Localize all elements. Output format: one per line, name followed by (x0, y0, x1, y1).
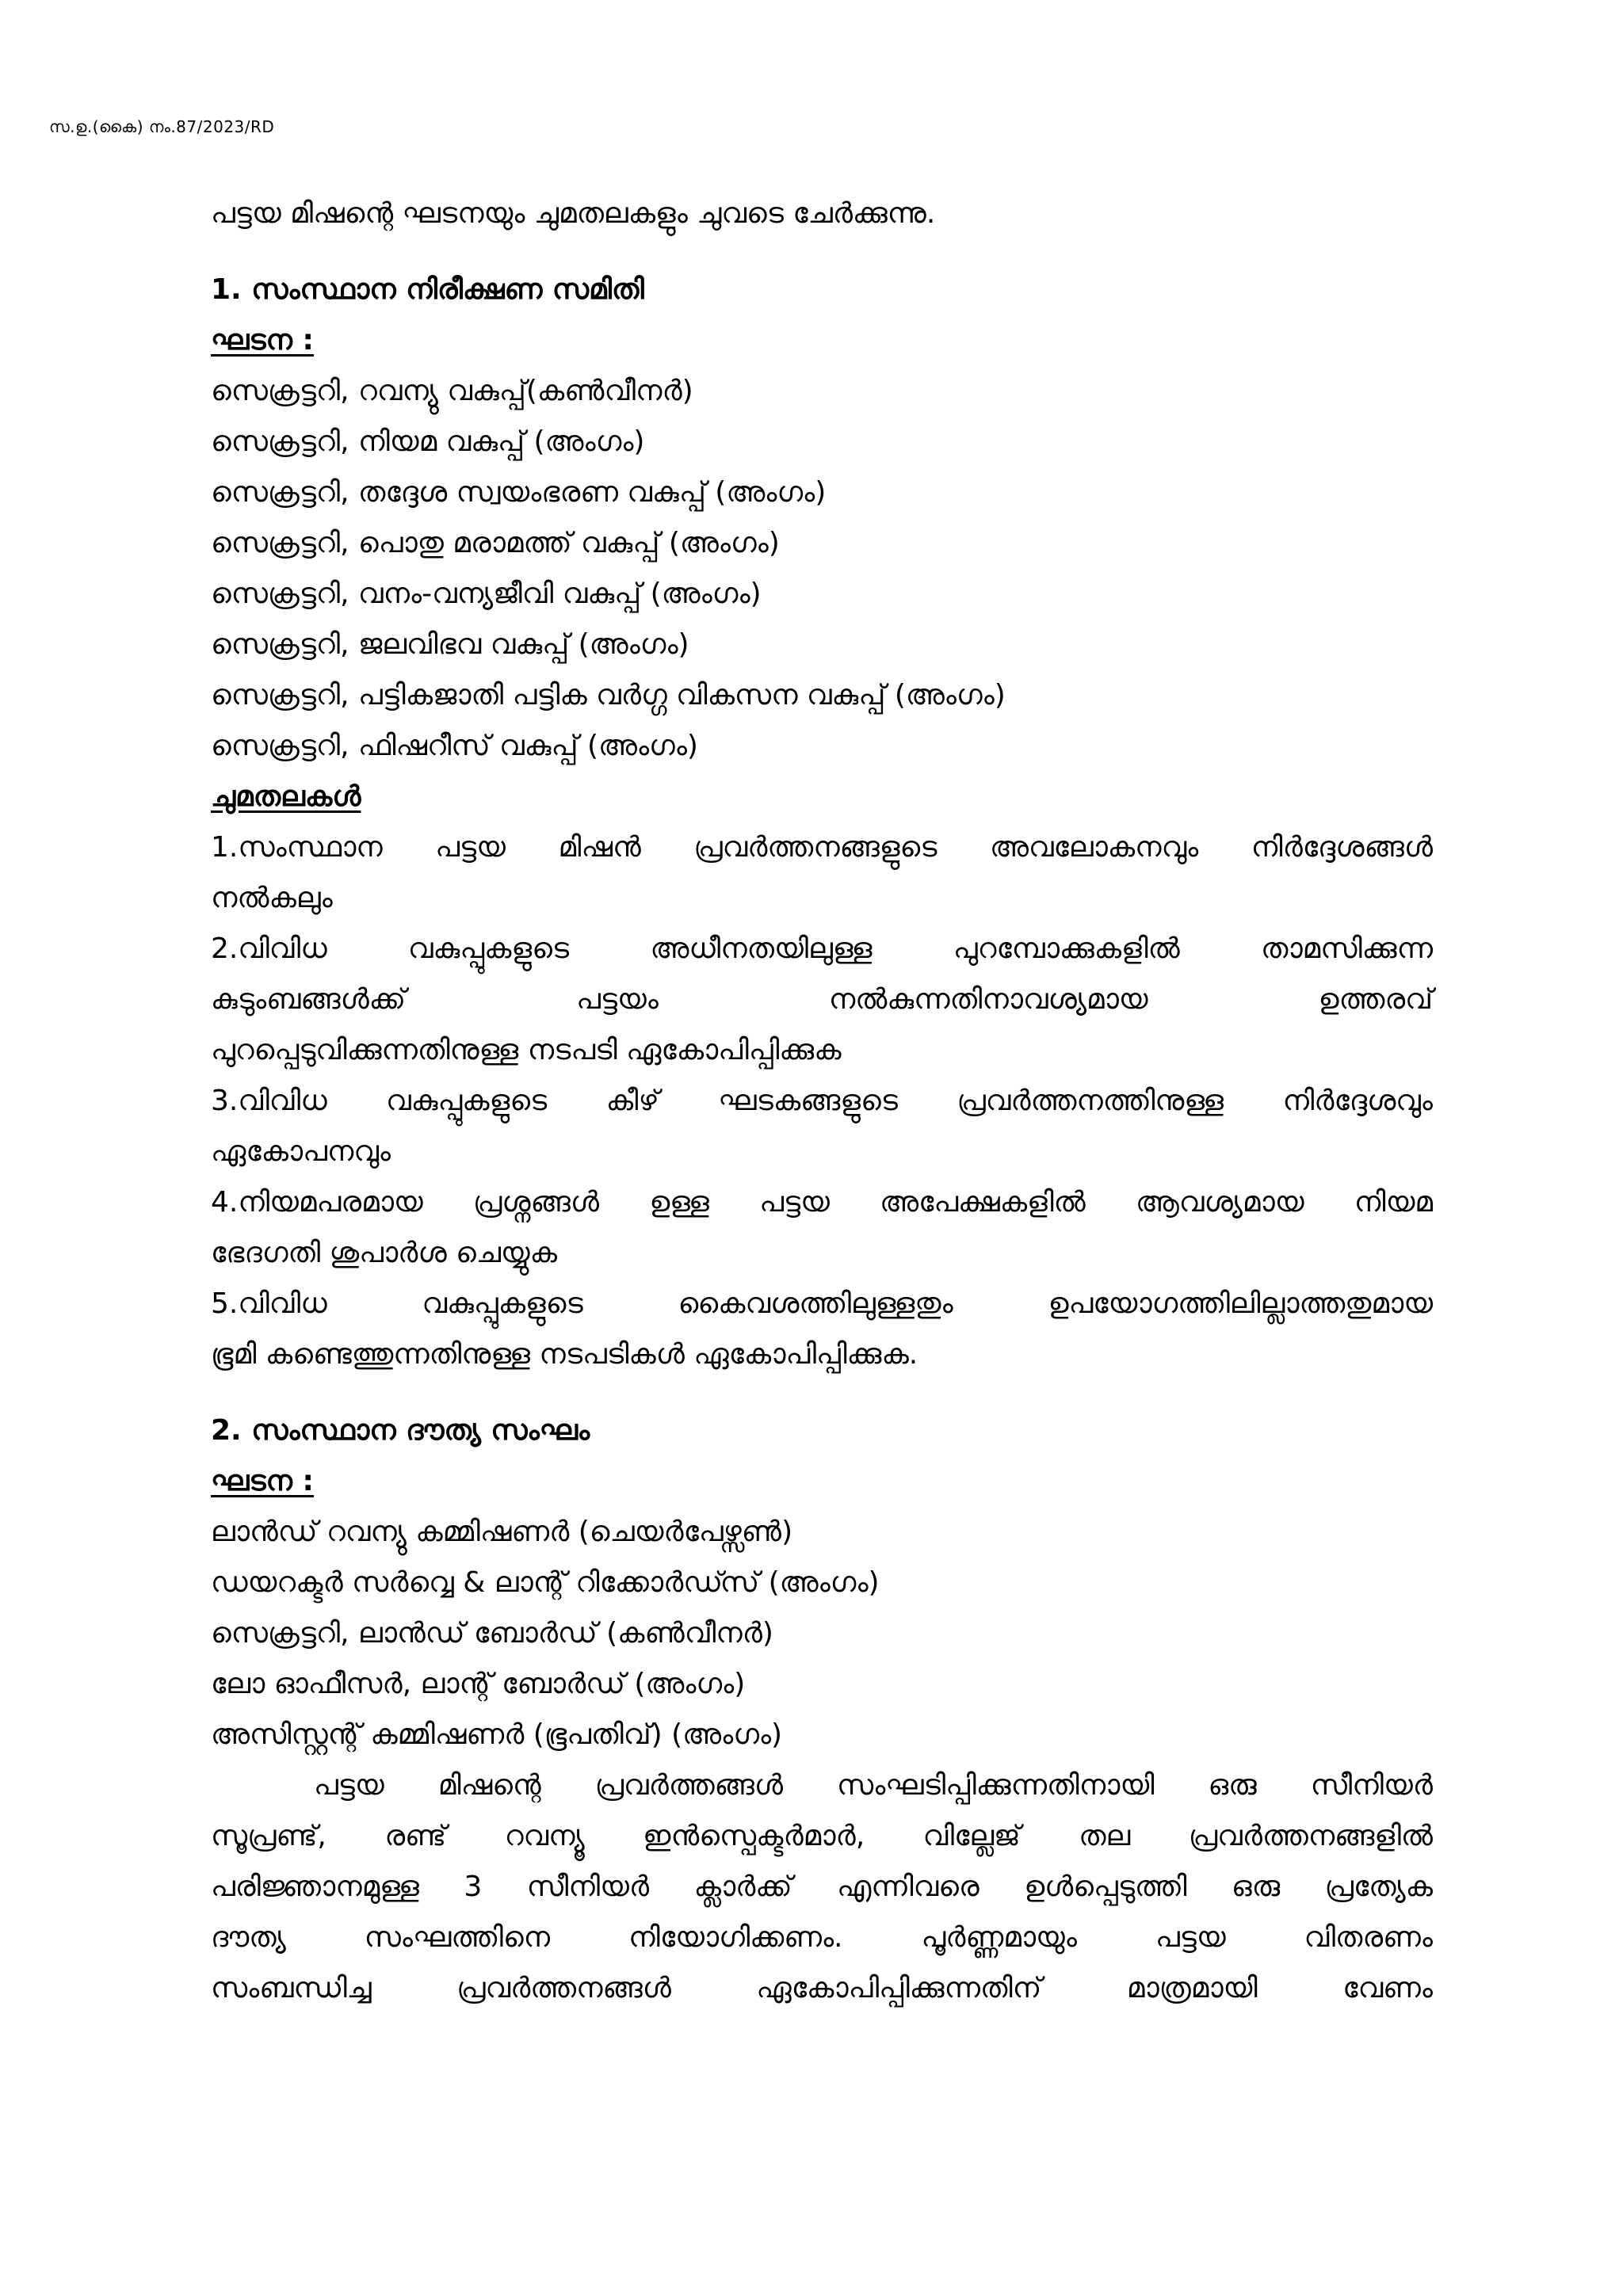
duty-line: പുറപ്പെടുവിക്കുന്നതിനുള്ള നടപടി ഏകോപിപ്പിക്കുക (211, 1034, 842, 1066)
section2-structure-heading: ഘടന : (211, 1465, 314, 1497)
section2-paragraph (211, 1760, 1433, 2014)
duty-line: 5.വിവിധ വകുപ്പുകളുടെ കൈവശത്തിലുള്ളതും ഉപയോഗത്തിലില്ലാത്തതുമായ (211, 1287, 1433, 1320)
member-item: സെക്രട്ടറി, റവന്യു വകുപ്പ്(കൺവീനർ) (211, 375, 693, 407)
duty-line: കുടുംബങ്ങൾക്ക് പട്ടയം നൽകുന്നതിനാവശ്യമായ ഉത്തരവ് (211, 983, 1433, 1016)
member-item: സെക്രട്ടറി, വനം-വന്യജീവി വകുപ്പ് (അംഗം) (211, 578, 762, 610)
paragraph-line: ദൗത്യ സംഘത്തിനെ നിയോഗിക്കണം. പൂർണ്ണമായും പട്ടയ വിതരണം (211, 1921, 1433, 1954)
member-item: ലോ ഓഫീസർ, ലാന്റ് ബോർഡ് (അംഗം) (211, 1668, 746, 1700)
section1-title: 1. സംസ്ഥാന നിരീക്ഷണ സമിതി (211, 273, 644, 306)
member-item: അസിസ്റ്റന്റ് കമ്മിഷണർ (ഭൂപതിവ്) (അംഗം) (211, 1718, 783, 1751)
paragraph-line: പരിജ്ഞാനമുള്ള 3 സീനിയർ ക്ലാർക്ക് എന്നിവരെ ഉൾപ്പെടുത്തി ഒരു പ്രത്യേക (211, 1871, 1433, 1903)
member-item: സെക്രട്ടറി, ജലവിഭവ വകുപ്പ് (അംഗം) (211, 628, 689, 661)
member-item: സെക്രട്ടറി, ലാൻഡ് ബോർഡ് (കൺവീനർ) (211, 1617, 773, 1650)
duty-line: 4.നിയമപരമായ പ്രശ്നങ്ങൾ ഉള്ള പട്ടയ അപേക്ഷകളിൽ ആവശ്യമായ നിയമ (211, 1186, 1433, 1219)
section1-duties-list (211, 822, 1433, 1380)
member-item: സെക്രട്ടറി, പട്ടികജാതി പട്ടിക വർഗ്ഗ വികസന വകുപ്പ് (അംഗം) (211, 679, 1006, 711)
duty-line: നൽകലും (211, 882, 333, 914)
member-item: സെക്രട്ടറി, തദ്ദേശ സ്വയംഭരണ വകുപ്പ് (അംഗം) (211, 476, 827, 509)
member-item: സെക്രട്ടറി, നിയമ വകുപ്പ് (അംഗം) (211, 425, 645, 458)
duty-line: 1.സംസ്ഥാന പട്ടയ മിഷൻ പ്രവർത്തനങ്ങളുടെ അവലോകനവും നിർദ്ദേശങ്ങൾ (211, 831, 1433, 864)
paragraph-line: സൂപ്രണ്ട്, രണ്ട് റവന്യൂ ഇൻസ്പെക്ടർമാർ, വില്ലേജ് തല പ്രവർത്തനങ്ങളിൽ (211, 1820, 1433, 1852)
duty-line: 3.വിവിധ വകുപ്പുകളുടെ കീഴ് ഘടകങ്ങളുടെ പ്രവർത്തനത്തിനുള്ള നിർദ്ദേശവും (211, 1085, 1433, 1117)
section1-member-list (211, 366, 1433, 772)
paragraph-line: സംബന്ധിച്ച പ്രവർത്തനങ്ങൾ ഏകോപിപ്പിക്കുന്നതിന് മാത്രമായി വേണം (211, 1972, 1433, 2004)
order-reference-number: സ.ഉ.(കൈ) നം.87/2023/RD (49, 117, 275, 136)
member-item: ഡയറക്ടർ സർവ്വെ & ലാന്റ് റിക്കോർഡ്സ് (അംഗം) (211, 1566, 880, 1599)
section1-duties-heading: ചുമതലകൾ (211, 780, 361, 813)
member-item: സെക്രട്ടറി, ഫിഷറീസ് വകുപ്പ് (അംഗം) (211, 730, 698, 762)
section2-title: 2. സംസ്ഥാന ദൗത്യ സംഘം (211, 1414, 590, 1447)
duty-line: ഏകോപനവും (211, 1135, 391, 1168)
member-item: സെക്രട്ടറി, പൊതു മരാമത്ത് വകുപ്പ് (അംഗം) (211, 527, 780, 559)
intro-line: പട്ടയ മിഷന്റെ ഘടനയും ചുമതലകളും ചുവടെ ചേർക്കുന്നു. (211, 197, 936, 230)
paragraph-line: പട്ടയ മിഷന്റെ പ്രവർത്തങ്ങൾ സംഘടിപ്പിക്കുന്നതിനായി ഒരു സീനിയർ (314, 1769, 1433, 1802)
duty-line: ഭൂമി കണ്ടെത്തുന്നതിനുള്ള നടപടികൾ ഏകോപിപ്പിക്കുക. (211, 1338, 918, 1371)
duty-line: 2.വിവിധ വകുപ്പുകളുടെ അധീനതയിലുള്ള പുറമ്പോക്കുകളിൽ താമസിക്കുന്ന (211, 933, 1433, 965)
section1-structure-heading: ഘടന : (211, 324, 314, 357)
section2-member-list (211, 1507, 1433, 1760)
document-body (211, 189, 1433, 2014)
duty-line: ഭേദഗതി ശുപാർശ ചെയ്യുക (211, 1237, 557, 1269)
member-item: ലാൻഡ് റവന്യു കമ്മിഷണർ (ചെയർപേഴ്സൺ) (211, 1516, 793, 1548)
